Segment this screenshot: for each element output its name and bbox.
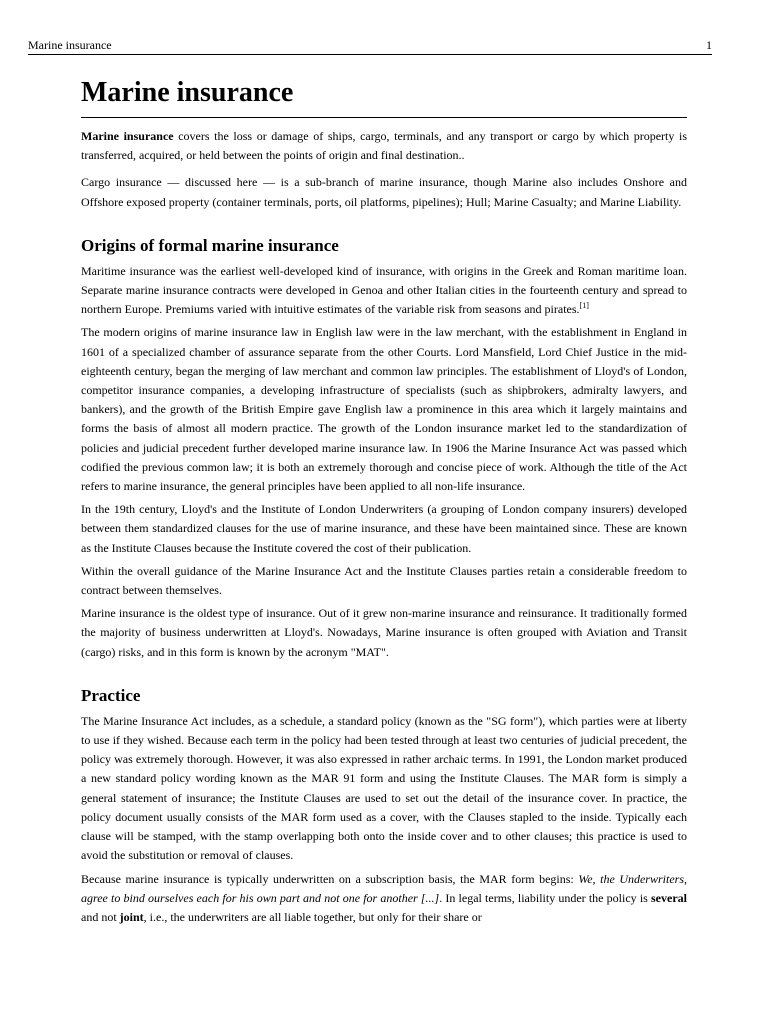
- intro-paragraph-2: Cargo insurance — discussed here — is a sub-branch of marine insurance, though Marine also includes Onshore and Offshore exposed property (container terminals, ports, oil platforms, pipelines); Hull; Marine Casualty; and Marine Liability.: [81, 175, 687, 209]
- term-joint: joint: [119, 909, 144, 924]
- origins-paragraph-2: The modern origins of marine insurance law in English law were in the law merchant, with the establishment in England in 1601 of a specialized chamber of assurance separate from the other Courts. Lord Mansfield, Lord Chief Justice in the mid-eighteenth century, began the merging of law merchant and common law principles. The establishment of Lloyd's of London, competitor insurance companies, a developing infrastructure of specialists (such as shipbrokers, admiralty lawyers, and bankers), and the growth of the British Empire gave English law a prominence in this area which it largely maintains and forms the basis of almost all modern practice. The growth of the London insurance market led to the standardization of policies and judicial precedent further developed marine insurance law. In 1906 the Marine Insurance Act was passed which codified the previous common law; it is both an extremely thorough and concise piece of work. Although the title of the Act refers to marine insurance, the general principles have been applied to all non-life insurance.: [81, 325, 687, 494]
- practice-text-d: , i.e., the underwriters are all liable together, but only for their share or: [143, 909, 482, 924]
- intro-lead-term: Marine insurance: [81, 129, 174, 143]
- running-head: [28, 37, 712, 55]
- article-body: [81, 76, 687, 927]
- origins-paragraph-4: Within the overall guidance of the Marine Insurance Act and the Institute Clauses parties retain a considerable freedom to contract between themselves.: [81, 563, 687, 598]
- running-head-title: Marine insurance: [28, 38, 112, 52]
- section-heading-practice: Practice: [81, 685, 141, 705]
- origins-text-1: Maritime insurance was the earliest well-developed kind of insurance, with origins in the Greek and Roman maritime loan. Separate marine insurance contracts were developed in Genoa and other Italian cities in the fourteenth century and spread to northern Europe. Premiums varied with intuitive estimates of the variable risk from seasons and pirates.: [81, 263, 687, 317]
- term-several: several: [651, 890, 687, 905]
- origins-paragraph-1: [81, 262, 687, 320]
- intro-paragraph-1: [81, 127, 687, 165]
- origins-paragraph-5: Marine insurance is the oldest type of insurance. Out of it grew non-marine insurance and reinsurance. It traditionally formed the majority of business underwritten at Lloyd's. Nowadays, Marine insurance is often grouped with Aviation and Transit (cargo) risks, and in this form is known by the acronym "MAT".: [81, 606, 687, 659]
- origins-paragraph-3: In the 19th century, Lloyd's and the Institute of London Underwriters (a grouping of London company insurers) developed between them standardized clauses for the use of marine insurance, and these have been maintained since. These are known as the Institute Clauses because the Institute covered the cost of their publication.: [81, 502, 687, 555]
- practice-text-c: and not: [81, 909, 120, 924]
- citation-link[interactable]: [1]: [579, 301, 589, 311]
- intro-text-1: covers the loss or damage of ships, cargo, terminals, and any transport or cargo by which property is transferred, acquired, or held between the points of origin and final destination..: [81, 129, 687, 163]
- policy-quote: We, the Underwriters, agree to bind ourselves each for his own part and not one for another [...]: [81, 871, 687, 905]
- practice-text-b: . In legal terms, liability under the policy is: [439, 890, 652, 905]
- section-heading-origins: Origins of formal marine insurance: [81, 235, 339, 255]
- page-number: 1: [706, 38, 712, 52]
- practice-paragraph-1: The Marine Insurance Act includes, as a schedule, a standard policy (known as the "SG form"), which parties were at liberty to use if they wished. Because each term in the policy had been tested through at least two centuries of judicial precedent, the policy was extremely thorough. However, it was also expressed in rather archaic terms. In 1991, the London market produced a new standard policy wording known as the MAR 91 form and using the Institute Clauses. The MAR form is simply a general statement of insurance; the Institute Clauses are used to set out the detail of the insurance cover. In practice, the policy document usually consists of the MAR form used as a cover, with the Clauses stapled to the inside. Typically each clause will be stamped, with the stamp overlapping both onto the inside cover and to other clauses; this practice is used to avoid the substitution or removal of clauses.: [81, 713, 687, 863]
- practice-paragraph-2: [81, 870, 687, 928]
- article-title: Marine insurance: [81, 76, 687, 118]
- practice-text-a: Because marine insurance is typically underwritten on a subscription basis, the MAR form begins:: [81, 871, 579, 886]
